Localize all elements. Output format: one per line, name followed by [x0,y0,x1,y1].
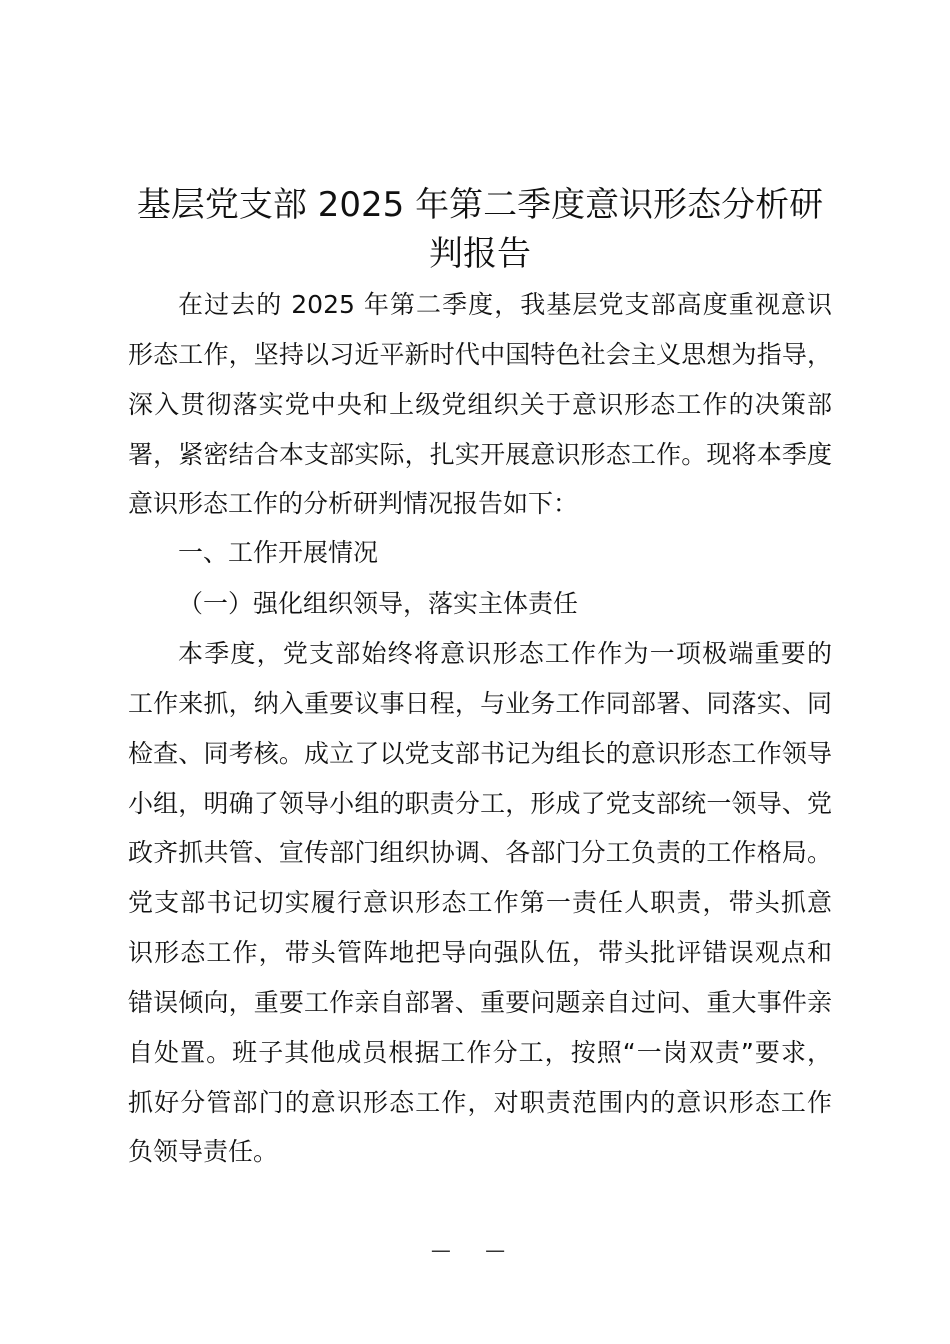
text-line: 党支部书记切实履行意识形态工作第一责任人职责，带头抓意 [128,888,832,917]
text-line: 抓好分管部门的意识形态工作，对职责范围内的意识形态工作 [128,1088,832,1117]
section-heading: 一、工作开展情况 [178,538,379,567]
document-title-line-1: 基层党支部 2025 年第二季度意识形态分析研 [136,185,824,225]
text-line: 错误倾向，重要工作亲自部署、重要问题亲自过问、重大事件亲 [128,988,832,1017]
text-line: 小组，明确了领导小组的职责分工，形成了党支部统一领导、党 [128,789,832,818]
text-line: 深入贯彻落实党中央和上级党组织关于意识形态工作的决策部 [128,390,832,419]
text-line: 自处置。班子其他成员根据工作分工，按照“一岗双责”要求， [128,1038,832,1067]
subsection-heading: （一）强化组织领导，落实主体责任 [178,589,579,618]
text-line: 本季度，党支部始终将意识形态工作作为一项极端重要的 [178,639,832,668]
text-line: 负领导责任。 [128,1137,279,1166]
text-line: 检查、同考核。成立了以党支部书记为组长的意识形态工作领导 [128,739,832,768]
page-number: — — [430,1238,520,1262]
document-title-line-2: 判报告 [429,234,531,274]
text-line: 形态工作，坚持以习近平新时代中国特色社会主义思想为指导， [128,340,832,369]
text-line: 识形态工作，带头管阵地把导向强队伍，带头批评错误观点和 [128,938,832,967]
text-line: 意识形态工作的分析研判情况报告如下： [128,489,579,518]
text-line: 在过去的 2025 年第二季度，我基层党支部高度重视意识 [178,290,832,319]
text-line: 政齐抓共管、宣传部门组织协调、各部门分工负责的工作格局。 [128,838,832,867]
text-line: 署，紧密结合本支部实际，扎实开展意识形态工作。现将本季度 [128,440,832,469]
text-line: 工作来抓，纳入重要议事日程，与业务工作同部署、同落实、同 [128,689,832,718]
